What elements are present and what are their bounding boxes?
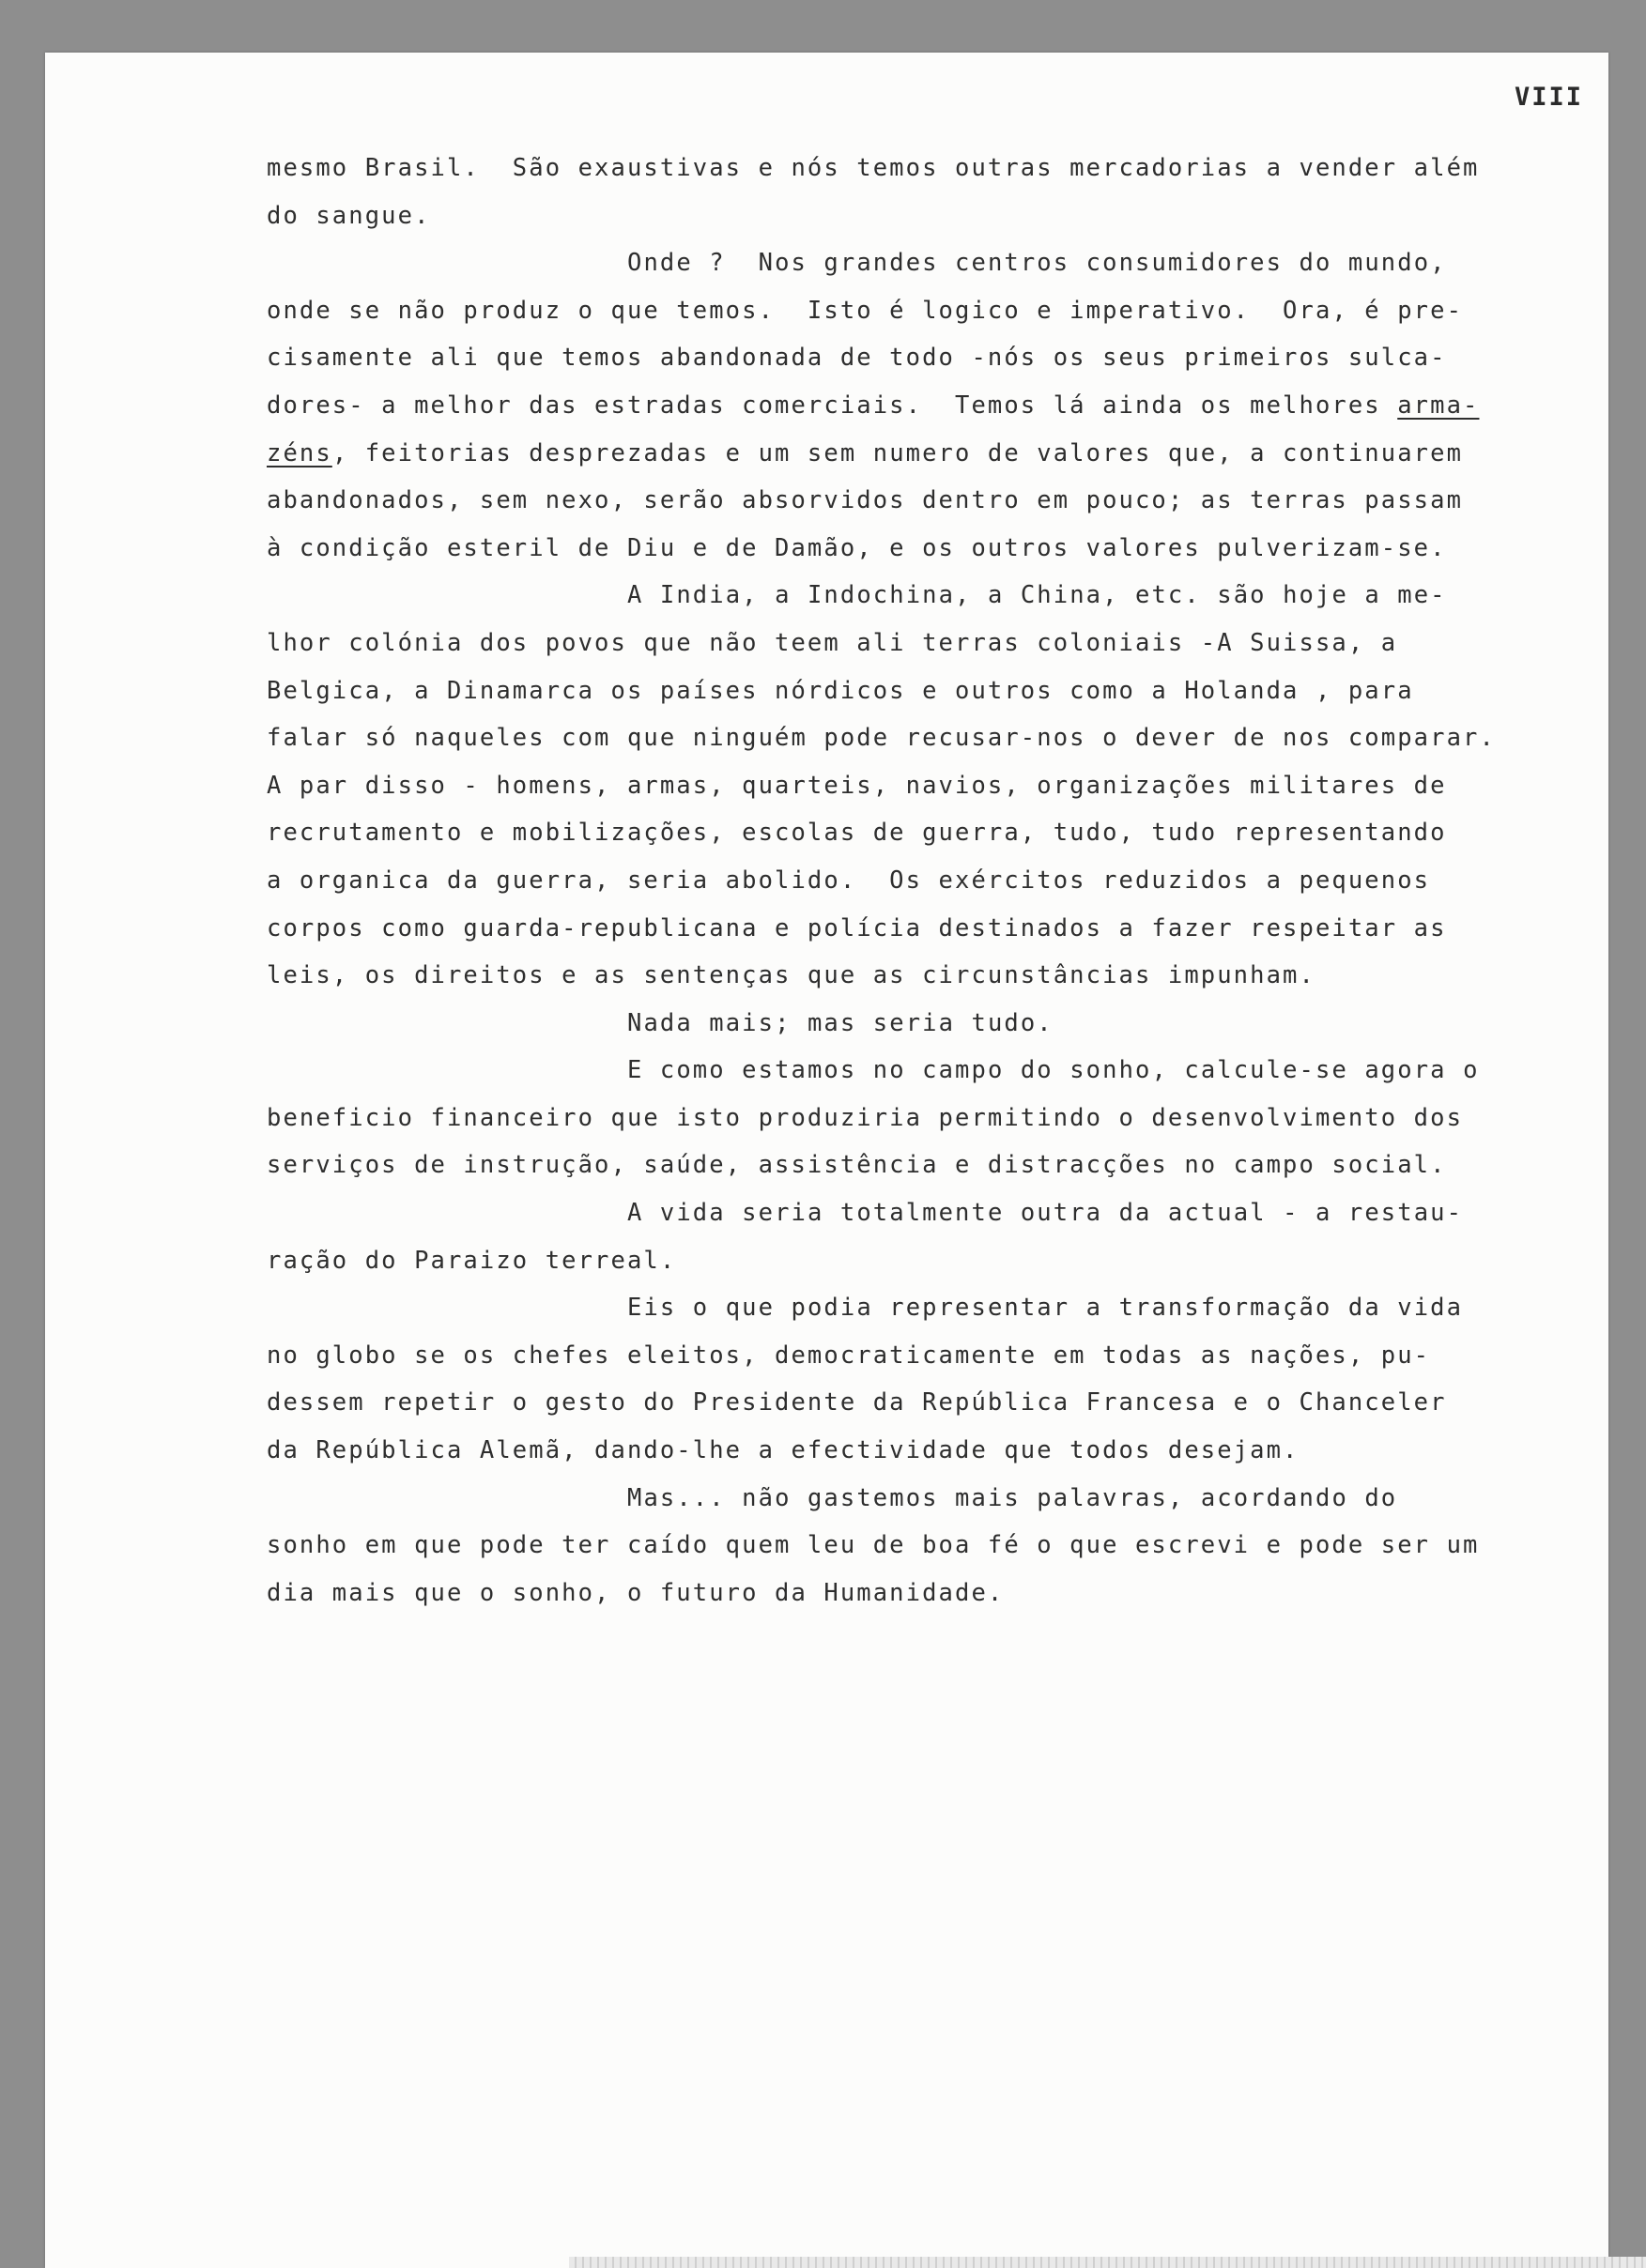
- text-line: no globo se os chefes eleitos, democraticamente em todas as nações, pu-: [267, 1341, 1431, 1370]
- text-line: lhor colónia dos povos que não teem ali terras coloniais -A Suissa, a: [267, 628, 1398, 657]
- text-line: da República Alemã, dando-lhe a efectividade que todos desejam.: [267, 1436, 1300, 1465]
- text-line: serviços de instrução, saúde, assistência e distracções no campo social.: [267, 1151, 1447, 1180]
- text-line: do sangue.: [267, 201, 431, 230]
- text-line: A par disso - homens, armas, quarteis, navios, organizações militares de: [267, 771, 1447, 800]
- text-line: onde se não produz o que temos. Isto é logico e imperativo. Ora, é pre-: [267, 296, 1464, 325]
- text-line: beneficio financeiro que isto produziria permitindo o desenvolvimento dos: [267, 1103, 1464, 1132]
- text-line: cisamente ali que temos abandonada de todo -nós os seus primeiros sulca-: [267, 344, 1447, 373]
- text-line: Eis o que podia representar a transformação da vida: [627, 1294, 1464, 1323]
- text-line: recrutamento e mobilizações, escolas de guerra, tudo, tudo representando: [267, 819, 1447, 848]
- text-line: E como estamos no campo do sonho, calcule-se agora o: [627, 1056, 1480, 1085]
- page-number: VIII: [1514, 83, 1583, 112]
- body-text: [267, 145, 1539, 1617]
- text-line: leis, os direitos e as sentenças que as circunstâncias impunham.: [267, 961, 1315, 990]
- text-line: falar só naqueles com que ninguém pode recusar-nos o dever de nos comparar.: [267, 724, 1496, 753]
- text-line: dessem repetir o gesto do Presidente da República Francesa e o Chanceler: [267, 1388, 1447, 1418]
- text-line: [267, 382, 1539, 430]
- text-line: à condição esteril de Diu e de Damão, e os outros valores pulverizam-se.: [267, 533, 1447, 562]
- text-line: Mas... não gastemos mais palavras, acordando do: [627, 1483, 1398, 1512]
- text-line: abandonados, sem nexo, serão absorvidos dentro em pouco; as terras passam: [267, 486, 1464, 515]
- text-line-part: zéns, feitorias desprezadas e um sem numero de valores que, a continuarem: [267, 438, 1464, 467]
- text-line: mesmo Brasil. São exaustivas e nós temos outras mercadorias a vender além: [267, 154, 1480, 182]
- text-line: Onde ? Nos grandes centros consumidores do mundo,: [627, 249, 1447, 278]
- text-line: a organica da guerra, seria abolido. Os exércitos reduzidos a pequenos: [267, 866, 1431, 895]
- text-line: [267, 430, 1539, 478]
- text-line: A vida seria totalmente outra da actual - a restau-: [627, 1199, 1464, 1228]
- scan-edge-strip: [569, 2257, 1646, 2268]
- text-line: Belgica, a Dinamarca os países nórdicos e outros como a Holanda , para: [267, 676, 1414, 705]
- text-line: ração do Paraizo terreal.: [267, 1246, 677, 1275]
- text-line: corpos como guarda-republicana e polícia destinados a fazer respeitar as: [267, 913, 1447, 942]
- text-line: dia mais que o sonho, o futuro da Humanidade.: [267, 1578, 1005, 1607]
- underlined-word: zéns: [267, 438, 332, 467]
- text-line-part: dores- a melhor das estradas comerciais. Temos lá ainda os melhores arma-: [267, 391, 1480, 420]
- text-line: A India, a Indochina, a China, etc. são hoje a me-: [627, 581, 1447, 610]
- text-line: sonho em que pode ter caído quem leu de boa fé o que escrevi e pode ser um: [267, 1531, 1480, 1560]
- underlined-word: arma-: [1397, 391, 1480, 420]
- text-line: Nada mais; mas seria tudo.: [627, 1008, 1054, 1037]
